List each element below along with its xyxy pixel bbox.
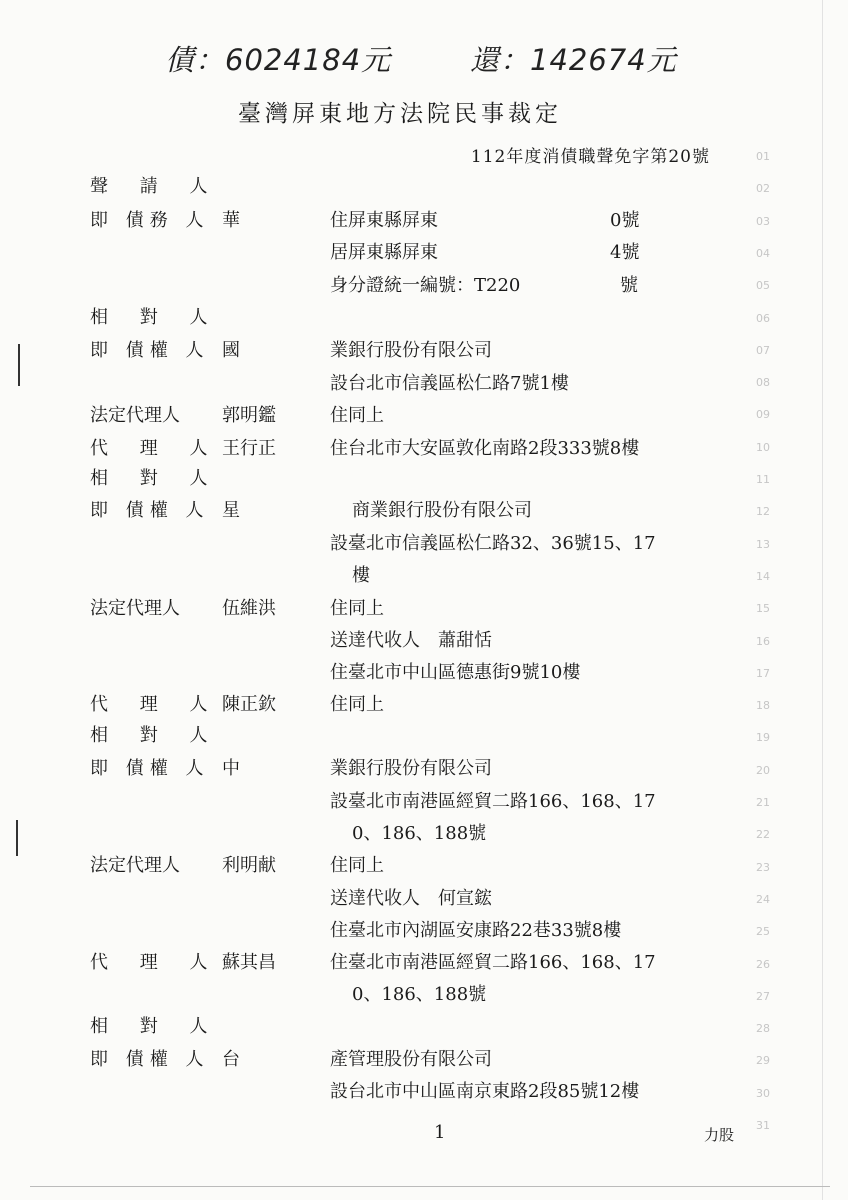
agent-name: 陳正欽	[222, 694, 276, 715]
line-number: 11	[756, 473, 770, 486]
debtor-address-end: 0號	[610, 210, 640, 231]
debtor-label: 即 債務 人	[90, 210, 210, 231]
debtor-residence-end: 4號	[610, 242, 640, 263]
creditor-label: 即 債權 人	[90, 1049, 210, 1070]
line-number: 27	[756, 989, 770, 1003]
court-unit: 力股	[704, 1126, 735, 1144]
service-address: 住臺北市內湖區安康路22巷33號8樓	[330, 920, 622, 941]
case-number: 112年度消債職聲免字第20號	[470, 147, 710, 167]
legal-rep-label: 法定代理人	[90, 855, 180, 876]
creditor-name: 星	[222, 500, 240, 521]
line-number: 09	[756, 408, 770, 422]
line-number: 28	[756, 1022, 770, 1036]
same-address: 住同上	[330, 694, 384, 715]
line-number: 26	[756, 957, 770, 971]
agent-name: 蘇其昌	[222, 952, 276, 973]
line-number: 12	[756, 505, 770, 519]
creditor-company: 業銀行股份有限公司	[330, 340, 492, 361]
line-number: 05	[756, 279, 770, 293]
legal-rep-name: 伍維洪	[222, 598, 276, 619]
applicant-label: 聲 請 人	[90, 176, 221, 197]
debtor-id-end: 號	[620, 275, 638, 296]
line-number: 29	[756, 1054, 770, 1068]
agent-address-cont: 0、186、188號	[352, 984, 487, 1005]
margin-mark	[16, 820, 18, 856]
line-number: 19	[756, 731, 770, 745]
same-address: 住同上	[330, 598, 384, 619]
creditor-address-cont: 0、186、188號	[352, 823, 487, 844]
agent-address: 住臺北市南港區經貿二路166、168、17	[330, 952, 656, 973]
line-number: 22	[756, 828, 770, 842]
legal-rep-name: 郭明鑑	[222, 405, 276, 426]
creditor-company: 商業銀行股份有限公司	[352, 500, 532, 521]
creditor-name: 中	[222, 758, 240, 779]
creditor-name: 國	[222, 340, 240, 361]
agent-label: 代 理 人	[90, 694, 221, 715]
creditor-label: 即 債權 人	[90, 500, 210, 521]
debtor-residence: 居屏東縣屏東	[330, 242, 438, 263]
creditor-address-cont: 樓	[352, 565, 370, 586]
line-number: 04	[756, 246, 770, 260]
respondent-label: 相 對 人	[90, 307, 221, 328]
page-edge-line	[822, 0, 823, 1200]
creditor-name: 台	[222, 1049, 240, 1070]
line-number: 14	[756, 569, 770, 583]
creditor-label: 即 債權 人	[90, 758, 210, 779]
line-number: 16	[756, 634, 770, 648]
same-address: 住同上	[330, 405, 384, 426]
respondent-label: 相 對 人	[90, 725, 221, 746]
line-number: 17	[756, 666, 770, 680]
line-number: 31	[756, 1119, 770, 1132]
service-agent: 送達代收人 蕭甜恬	[330, 630, 492, 651]
legal-rep-label: 法定代理人	[90, 405, 180, 426]
margin-mark	[18, 344, 20, 386]
line-number: 20	[756, 763, 770, 777]
line-number: 06	[756, 311, 770, 325]
document-title: 臺灣屏東地方法院民事裁定	[238, 101, 562, 127]
legal-rep-name: 利明献	[222, 855, 276, 876]
line-number: 18	[756, 699, 770, 713]
legal-rep-label: 法定代理人	[90, 598, 180, 619]
creditor-label: 即 債權 人	[90, 340, 210, 361]
creditor-address: 設臺北市信義區松仁路32、36號15、17	[330, 533, 656, 554]
line-number: 08	[756, 376, 770, 390]
line-number: 21	[756, 796, 770, 809]
agent-label: 代 理 人	[90, 438, 221, 459]
line-number: 01	[756, 150, 770, 163]
line-number: 03	[756, 214, 770, 228]
respondent-label: 相 對 人	[90, 468, 221, 489]
creditor-company: 產管理股份有限公司	[330, 1049, 492, 1070]
same-address: 住同上	[330, 855, 384, 876]
line-number: 23	[756, 860, 770, 874]
bottom-rule	[30, 1186, 830, 1187]
handwritten-debt: 債：6024184元	[165, 43, 392, 77]
line-number: 24	[756, 892, 770, 906]
debtor-address: 住屏東縣屏東	[330, 210, 438, 231]
service-address: 住臺北市中山區德惠街9號10樓	[330, 662, 581, 683]
agent-name: 王行正	[222, 438, 276, 459]
handwritten-repaid: 還：142674元	[470, 43, 677, 77]
debtor-id: 身分證統一編號：T220	[330, 275, 521, 296]
line-number: 25	[756, 925, 770, 939]
line-number: 13	[756, 537, 770, 551]
line-number: 15	[756, 602, 770, 616]
creditor-address: 設台北市信義區松仁路7號1樓	[330, 373, 569, 394]
agent-address: 住台北市大安區敦化南路2段333號8樓	[330, 438, 640, 459]
creditor-address: 設台北市中山區南京東路2段85號12樓	[330, 1081, 640, 1102]
respondent-label: 相 對 人	[90, 1016, 221, 1037]
line-number: 30	[756, 1086, 770, 1100]
line-number: 07	[756, 343, 770, 357]
creditor-company: 業銀行股份有限公司	[330, 758, 492, 779]
creditor-address: 設臺北市南港區經貿二路166、168、17	[330, 791, 656, 812]
line-number: 02	[756, 182, 770, 196]
page-number: 1	[434, 1122, 446, 1143]
debtor-name: 華	[222, 210, 240, 231]
service-agent: 送達代收人 何宣鋐	[330, 888, 492, 909]
line-number: 10	[756, 440, 770, 454]
agent-label: 代 理 人	[90, 952, 221, 973]
